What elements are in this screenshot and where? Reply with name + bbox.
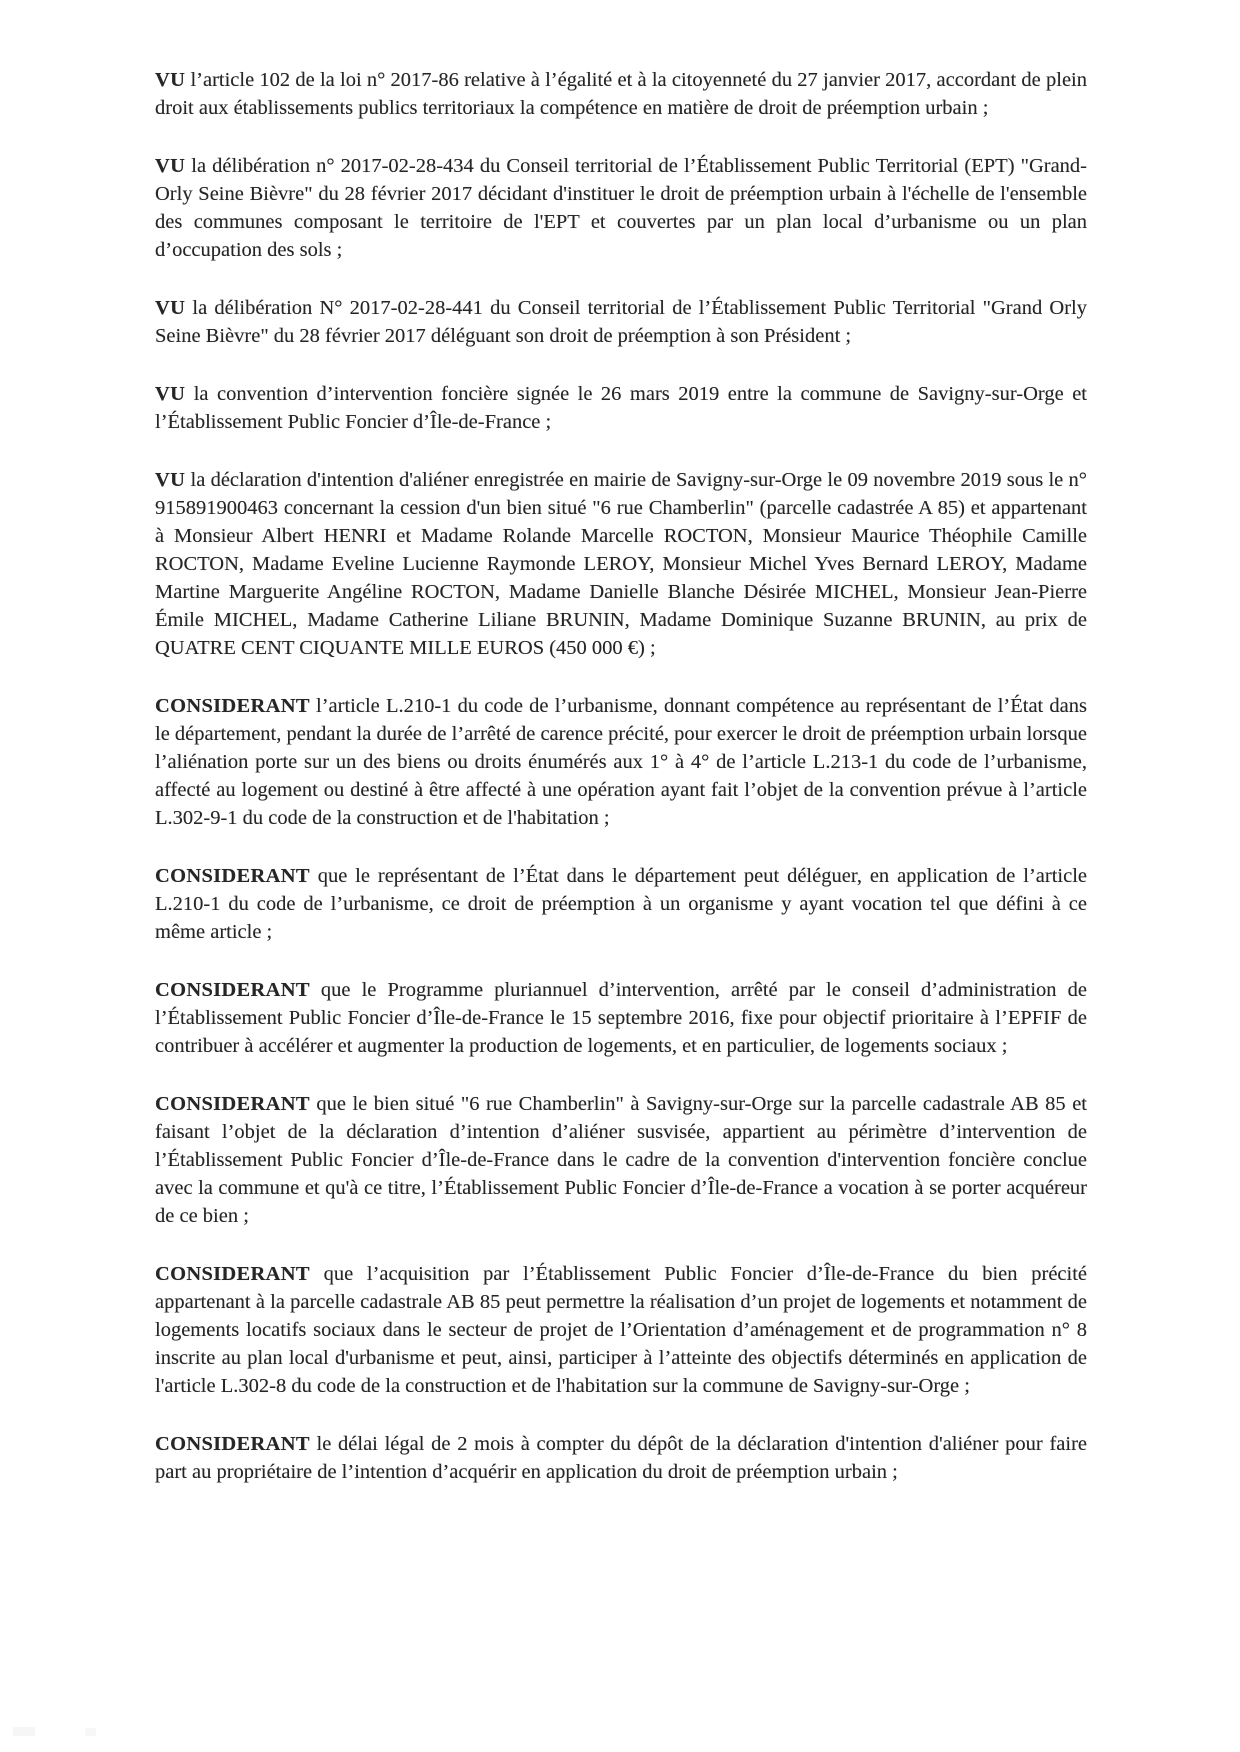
paragraph-considerant-delai-legal (155, 1430, 1087, 1486)
paragraph-text: l’article 102 de la loi n° 2017-86 relative à l’égalité et à la citoyenneté du 27 janvier 2017, accordant de plein droit aux établissements publics territoriaux la compétence en matière de droit de préemption urbain ; (155, 69, 1087, 119)
paragraph-lead: CONSIDERANT (155, 1433, 310, 1455)
paragraph-considerant-l210-1 (155, 692, 1087, 832)
paragraph-text: que l’acquisition par l’Établissement Public Foncier d’Île-de-France du bien précité appartenant à la parcelle cadastrale AB 85 peut permettre la réalisation d’un projet de logements et notamment de logements locatifs sociaux dans le secteur de projet de l’Orientation d’aménagement et de programmation n° 8 inscrite au plan local d'urbanisme et peut, ainsi, participer à l’atteinte des objectifs déterminés en application de l'article L.302-8 du code de la construction et de l'habitation sur la commune de Savigny-sur-Orge ; (155, 1263, 1088, 1397)
paragraph-lead: VU (155, 383, 186, 405)
paragraph-vu-declaration-intention (155, 466, 1087, 662)
paragraph-vu-deliberation-434 (155, 152, 1087, 264)
paragraph-lead: VU (155, 297, 186, 319)
paragraph-lead: CONSIDERANT (155, 1093, 310, 1115)
paragraph-lead: CONSIDERANT (155, 865, 310, 887)
paragraph-lead: CONSIDERANT (155, 979, 310, 1001)
paragraph-vu-deliberation-441 (155, 294, 1087, 350)
scan-artifact (13, 1727, 35, 1736)
paragraph-vu-convention (155, 380, 1087, 436)
document-body (155, 66, 1087, 1516)
paragraph-text: la délibération N° 2017-02-28-441 du Conseil territorial de l’Établissement Public Territorial "Grand Orly Seine Bièvre" du 28 février 2017 déléguant son droit de préemption à son Président ; (155, 297, 1087, 347)
paragraph-considerant-acquisition (155, 1260, 1087, 1400)
paragraph-text: que le représentant de l’État dans le département peut déléguer, en application de l’article L.210-1 du code de l’urbanisme, ce droit de préemption à un organisme y ayant vocation tel que défini à ce même article ; (155, 865, 1087, 943)
paragraph-lead: VU (155, 155, 186, 177)
scan-artifact (85, 1728, 96, 1736)
paragraph-text: la convention d’intervention foncière signée le 26 mars 2019 entre la commune de Savigny-sur-Orge et l’Établissement Public Foncier d’Île-de-France ; (155, 383, 1087, 433)
paragraph-text: la déclaration d'intention d'aliéner enregistrée en mairie de Savigny-sur-Orge le 09 novembre 2019 sous le n° 915891900463 concernant la cession d'un bien situé "6 rue Chamberlin" (parcelle cadastrée A 85) et appartenant à Monsieur Albert HENRI et Madame Rolande Marcelle ROCTON, Monsieur Maurice Théophile Camille ROCTON, Madame Eveline Lucienne Raymonde LEROY, Monsieur Michel Yves Bernard LEROY, Madame Martine Marguerite Angéline ROCTON, Madame Danielle Blanche Désirée MICHEL, Monsieur Jean-Pierre Émile MICHEL, Madame Catherine Liliane BRUNIN, Madame Dominique Suzanne BRUNIN, au prix de QUATRE CENT CIQUANTE MILLE EUROS (450 000 €) ; (155, 469, 1087, 659)
paragraph-lead: CONSIDERANT (155, 695, 310, 717)
paragraph-considerant-bien-situe (155, 1090, 1087, 1230)
paragraph-text: l’article L.210-1 du code de l’urbanisme, donnant compétence au représentant de l’État dans le département, pendant la durée de l’arrêté de carence précité, pour exercer le droit de préemption urbain lorsque l’aliénation porte sur un des biens ou droits énumérés aux 1° à 4° de l’article L.213-1 du code de l’urbanisme, affecté au logement ou destiné à être affecté à une opération ayant fait l’objet de la convention prévue à l’article L.302-9-1 du code de la construction et de l'habitation ; (155, 695, 1088, 829)
paragraph-text: que le bien situé "6 rue Chamberlin" à Savigny-sur-Orge sur la parcelle cadastrale AB 85 et faisant l’objet de la déclaration d’intention d’aliéner susvisée, appartient au périmètre d’intervention de l’Établissement Public Foncier d’Île-de-France dans le cadre de la convention d'intervention foncière conclue avec la commune et qu'à ce titre, l’Établissement Public Foncier d’Île-de-France a vocation à se porter acquéreur de ce bien ; (155, 1093, 1087, 1227)
paragraph-considerant-programme (155, 976, 1087, 1060)
paragraph-text: que le Programme pluriannuel d’intervention, arrêté par le conseil d’administration de l’Établissement Public Foncier d’Île-de-France le 15 septembre 2016, fixe pour objectif prioritaire à l’EPFIF de contribuer à accélérer et augmenter la production de logements, et en particulier, de logements sociaux ; (155, 979, 1087, 1057)
paragraph-considerant-delegation (155, 862, 1087, 946)
paragraph-lead: VU (155, 69, 186, 91)
paragraph-vu-loi-2017-86 (155, 66, 1087, 122)
paragraph-text: la délibération n° 2017-02-28-434 du Conseil territorial de l’Établissement Public Territorial (EPT) "Grand-Orly Seine Bièvre" du 28 février 2017 décidant d'instituer le droit de préemption urbain à l'échelle de l'ensemble des communes composant le territoire de l'EPT et couvertes par un plan local d’urbanisme ou un plan d’occupation des sols ; (155, 155, 1088, 261)
paragraph-lead: CONSIDERANT (155, 1263, 310, 1285)
paragraph-text: le délai légal de 2 mois à compter du dépôt de la déclaration d'intention d'aliéner pour faire part au propriétaire de l’intention d’acquérir en application du droit de préemption urbain ; (155, 1433, 1088, 1483)
paragraph-lead: VU (155, 469, 186, 491)
